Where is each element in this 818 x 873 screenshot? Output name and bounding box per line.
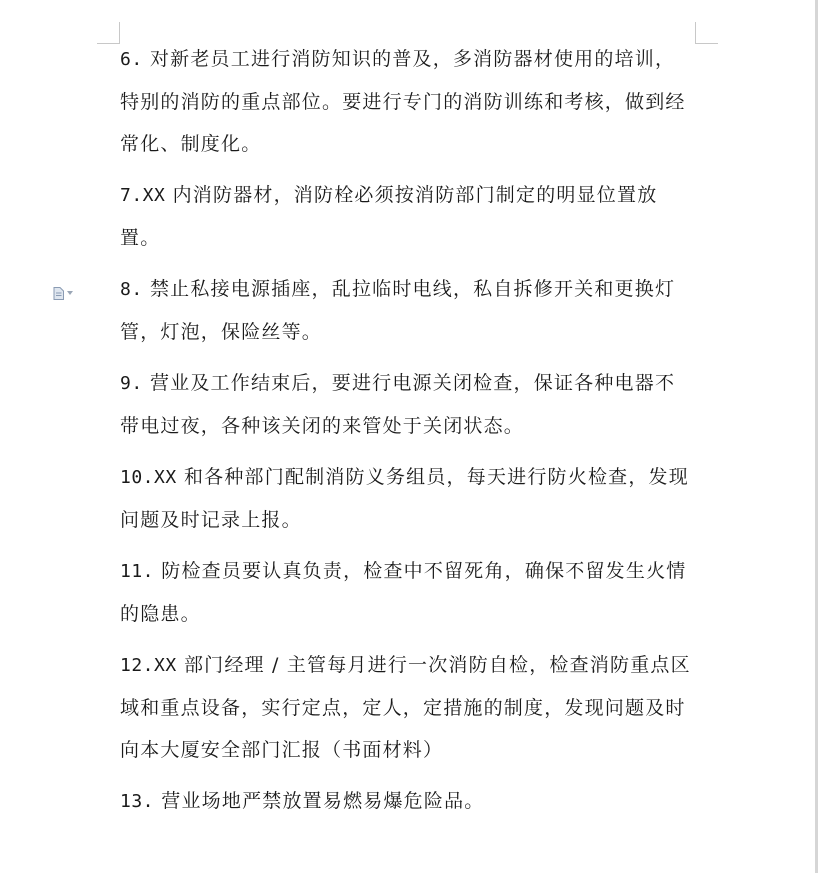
item-number: 13. (120, 791, 155, 812)
item-text: 禁止私接电源插座，乱拉临时电线，私自拆修开关和更换灯管，灯泡，保险丝等。 (120, 278, 676, 343)
item-text: 营业场地严禁放置易燃易爆危险品。 (161, 790, 485, 812)
list-item (120, 38, 695, 165)
item-text: 防检查员要认真负责，检查中不留死角，确保不留发生火情的隐患。 (120, 560, 687, 625)
item-text: 部门经理 / 主管每月进行一次消防自检，检查消防重点区域和重点设备，实行定点，定人，定措施的制度，发现问题及时向本大厦安全部门汇报（书面材料） (120, 654, 691, 761)
document-body[interactable] (120, 38, 695, 832)
item-number: 10.XX (120, 467, 177, 488)
crop-mark-top-right (695, 43, 718, 44)
chevron-down-icon (67, 291, 73, 295)
list-item (120, 644, 695, 771)
paragraph-handle[interactable] (53, 286, 77, 300)
item-number: 11. (120, 561, 155, 582)
document-paragraph-icon (53, 287, 64, 300)
list-item (120, 268, 695, 353)
crop-mark-top-right (695, 22, 696, 44)
item-number: 12.XX (120, 655, 177, 676)
list-item (120, 174, 695, 259)
list-item (120, 362, 695, 447)
list-item (120, 780, 695, 823)
item-text: 和各种部门配制消防义务组员，每天进行防火检查，发现问题及时记录上报。 (120, 466, 689, 531)
list-item (120, 550, 695, 635)
item-number: 6. (120, 49, 143, 70)
crop-mark-top-left (97, 43, 120, 44)
list-item (120, 456, 695, 541)
item-number: 9. (120, 373, 143, 394)
item-text: 对新老员工进行消防知识的普及，多消防器材使用的培训，特别的消防的重点部位。要进行专门的消防训练和考核，做到经常化、制度化。 (120, 48, 686, 155)
item-number: 8. (120, 279, 143, 300)
item-text: 内消防器材，消防栓必须按消防部门制定的明显位置放置。 (120, 184, 658, 249)
item-text: 营业及工作结束后，要进行电源关闭检查，保证各种电器不带电过夜，各种该关闭的来管处于关闭状态。 (120, 372, 676, 437)
item-number: 7.XX (120, 185, 166, 206)
